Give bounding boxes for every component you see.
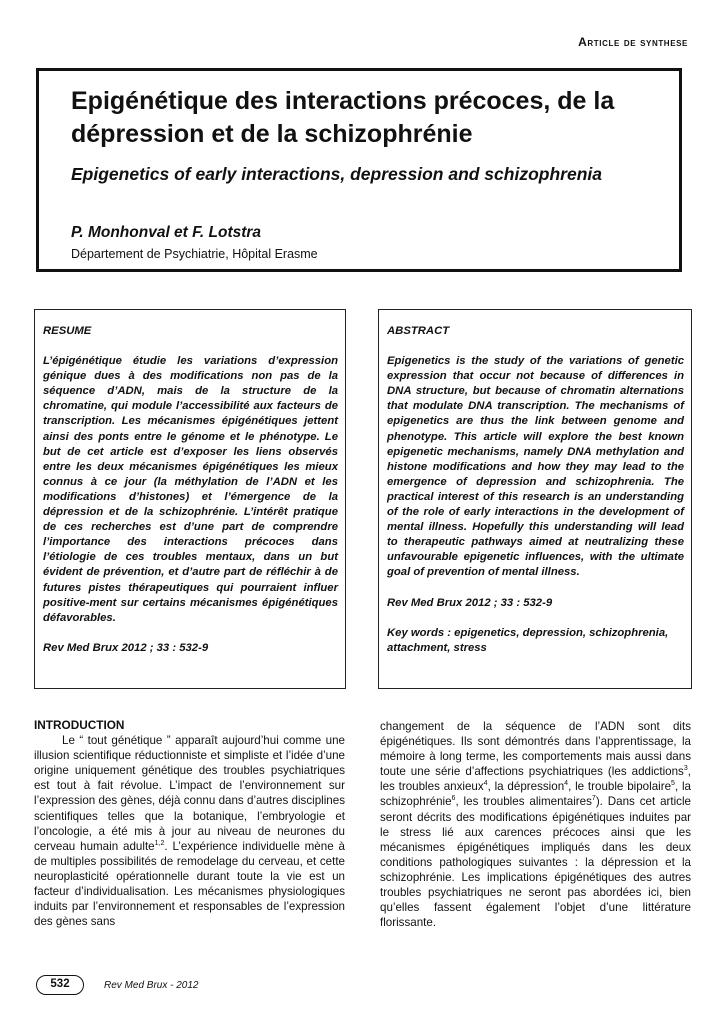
intro-text-part: , les troubles anxieux xyxy=(380,765,691,794)
citation-superscript: 7 xyxy=(591,795,596,803)
intro-text-part: , la schizophrénie xyxy=(380,780,691,809)
citation-superscript: 3 xyxy=(683,765,688,773)
introduction-heading: INTRODUCTION xyxy=(34,718,125,732)
article-title-english: Epigenetics of early interactions, depression and schizophrenia xyxy=(71,164,602,184)
section-label: Article de synthese xyxy=(578,35,688,49)
journal-citation: Rev Med Brux - 2012 xyxy=(104,979,199,991)
intro-text-part: changement de la séquence de l’ADN sont dits épigénétiques. Ils sont démontrés dans l’apprentissage, la mémoire à long terme, les comportements mais aussi dans toute une série d’affections psychiatriques (les addictions xyxy=(380,720,691,779)
citation-superscript: 1,2 xyxy=(154,839,165,847)
title-block xyxy=(36,68,682,272)
article-title-french: Epigénétique des interactions précoces, de la dépression et de la schizophrénie xyxy=(71,87,615,148)
authors: P. Monhonval et F. Lotstra xyxy=(71,224,262,241)
affiliation: Département de Psychiatrie, Hôpital Erasme xyxy=(71,247,318,261)
abstract-heading: ABSTRACT xyxy=(387,325,450,337)
intro-text-part: Le “ tout génétique ” apparaît aujourd’hui comme une illusion scientifique réductionniste et simpliste et l’idée d’une origine uniquement génétique des troubles psychiatriques est tout à fait révolue. L’impact de l’environnement sur l’expression des gènes, déjà connu dans d’autres disciplines scientifiques telles que la botanique, l’embryologie et l’oncologie, a été mis à jour au niveau de neurones du cerveau humain adulte xyxy=(34,734,345,853)
intro-text-part: , la dépression xyxy=(487,780,565,794)
intro-text-part: , les troubles alimentaires xyxy=(455,795,592,809)
citation-superscript: 4 xyxy=(483,780,488,788)
page-number: 532 xyxy=(36,975,84,995)
resume-reference: Rev Med Brux 2012 ; 33 : 532-9 xyxy=(43,641,209,654)
resume-text: L’épigénétique étudie les variations d’expression génique dues à des modifications non pas de la séquence d’ADN, mais de la structure de la chromatine, qui module l’accessibilité aux facteurs de transcription. Les mécanismes épigénétiques jettent ainsi des ponts entre le génome et le phénotype. Le but de cet article est d’exposer les liens observés entre les deux mécanismes épigénétiques les mieux connus à ce jour (la méthylation de l’ADN et les modifications d’histones) et l’émergence de la dépression et de la schizophrénie. L’intérêt pratique de ces recherches est d’une part de comprendre l’importance des interactions précoces dans l’étiologie de ces troubles mentaux, dans un but évident de prévention, et d’autre part de réfléchir à de futures pistes thérapeutiques qui pourraient influer positive-ment sur certains mécanismes épigénétiques défavorables. xyxy=(43,355,338,624)
citation-superscript: 5 xyxy=(671,780,675,788)
intro-text-part: ). Dans cet article seront décrits des modifications épigénétiques induites par le stress lié aux carences précoces ainsi que les mécanismes épigénétiques impliqués dans les deux conditions pathologiques suivantes : la dépression et la schizophrénie. Les implications épigénétiques des autres troubles psychiatriques ne seront pas abordées ici, bien qu’elles fassent également l’objet d’une littérature florissante. xyxy=(380,795,691,930)
body-column-right xyxy=(380,719,691,930)
introduction-continuation xyxy=(380,719,691,930)
abstract-text: Epigenetics is the study of the variations of genetic expression that occur not because of differences in DNA structure, but because of chromatin alternations that modulate DNA transcription. The mechanisms of epigenetics are thus the link between genome and phenotype. This article will explore the best known epigenetic mechanisms, namely DNA methylation and histone modifications and how they may lead to the emergence of depression and schizophrenia. The practical interest of this research is an understanding of the role of early interactions in the development of mental illness. Hopefully this understanding will lead to therapeutic pathways aimed at neutralizing these unfavourable epigenetic influences, with the ultimate goal of prevention of mental illness. xyxy=(387,355,684,579)
body-column-left xyxy=(34,718,345,929)
abstract-box xyxy=(378,309,692,689)
citation-superscript: 4 xyxy=(564,780,569,788)
page-footer xyxy=(36,975,199,995)
abstract-keywords: Key words : epigenetics, depression, schizophrenia, attachment, stress xyxy=(387,626,669,654)
abstract-reference: Rev Med Brux 2012 ; 33 : 532-9 xyxy=(387,596,553,609)
intro-text-part: , le trouble bipolaire xyxy=(568,780,672,794)
intro-text-part: . L’expérience individuelle mène à de multiples possibilités de remodelage du cerveau, et cette neuroplasticité opérationnelle durant toute la vie est un facteur d’individualisation. Les mécanismes physiologiques induits par l’environnement et responsables de l’expression des gènes sans xyxy=(34,839,345,929)
resume-box xyxy=(34,309,346,689)
citation-superscript: 6 xyxy=(451,795,456,803)
introduction-paragraph xyxy=(34,733,345,929)
resume-heading: RESUME xyxy=(43,325,92,337)
